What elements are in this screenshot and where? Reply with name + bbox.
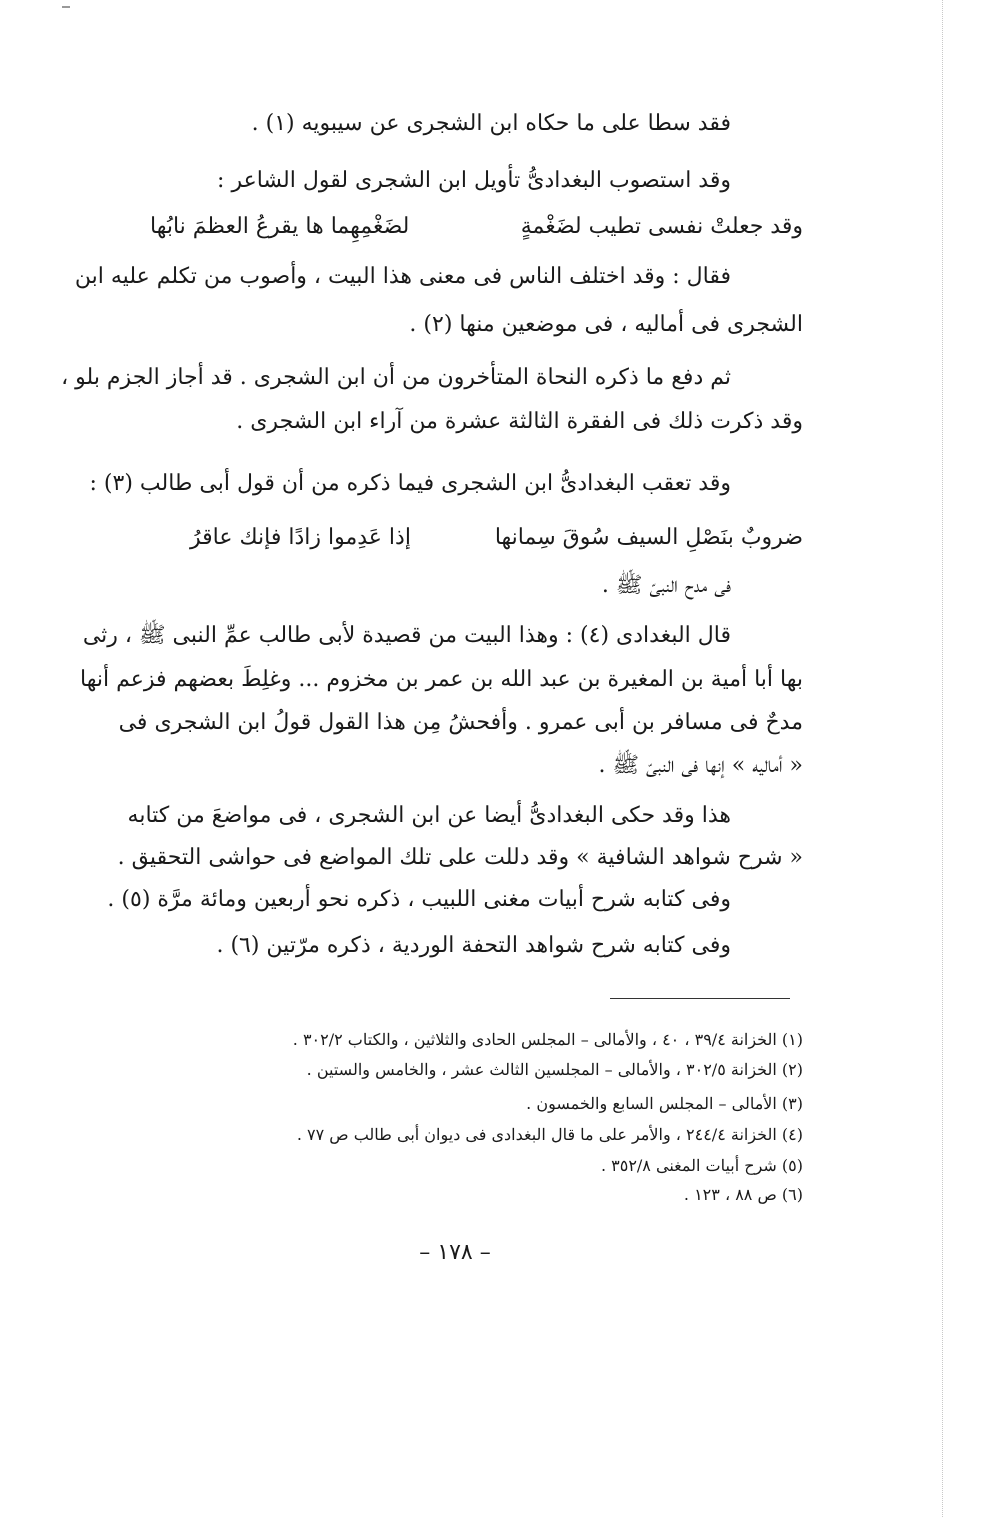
verse-hemistich-left: إذا عَدِموا زادًا فإنك عاقرُ <box>190 525 411 550</box>
text-line: وقد تعقب البغدادىُّ ابن الشجرى فيما ذكره من أن قول أبى طالب (٣) : <box>89 471 731 496</box>
text-line: وقد استصوب البغدادىُّ تأويل ابن الشجرى لقول الشاعر : <box>217 168 731 193</box>
footnote: (٦) ص ٨٨ ، ١٢٣ . <box>683 1185 803 1204</box>
page-number: – ١٧٨ – <box>419 1240 491 1265</box>
verse-hemistich-right: ضروبٌ بنَصْلِ السيف سُوقَ سِمانها <box>494 525 803 550</box>
text-line: وقد ذكرت ذلك فى الفقرة الثالثة عشرة من آراء ابن الشجرى . <box>236 409 803 434</box>
text-line: « أماليه » إنها فى النبىّ ﷺ . <box>598 753 803 778</box>
text-line: وفى كتابه شرح أبيات مغنى اللبيب ، ذكره نحو أربعين ومائة مرَّة (٥) . <box>107 887 731 912</box>
footnote-separator <box>610 998 790 999</box>
text-line: ثم دفع ما ذكره النحاة المتأخرون من أن ابن الشجرى . قد أجاز الجزم بلو ، <box>61 365 731 390</box>
scan-mark <box>62 6 70 8</box>
text-line: فقال : وقد اختلف الناس فى معنى هذا البيت ، وأصوب من تكلم عليه ابن <box>74 264 731 289</box>
footnote: (٣) الأمالى – المجلس السابع والخمسون . <box>526 1094 803 1113</box>
text-line: مدحٌ فى مسافر بن أبى عمرو . وأفحشُ مِن هذا القول قولُ ابن الشجرى فى <box>118 710 803 735</box>
footnote: (١) الخزانة ٣٩/٤ ، ٤٠ ، والأمالى – المجلس الحادى والثلاثين ، والكتاب ٣٠٢/٢ . <box>292 1030 803 1049</box>
text-line: وفى كتابه شرح شواهد التحفة الوردية ، ذكره مرّتين (٦) . <box>216 933 731 958</box>
text-line: فى مدح النبىّ ﷺ . <box>601 573 731 598</box>
text-line: قال البغدادى (٤) : وهذا البيت من قصيدة لأبى طالب عمِّ النبى ﷺ ، رثى <box>82 623 731 648</box>
verse-hemistich-right: وقد جعلتْ نفسى تطيب لضَغْمةٍ <box>520 214 803 239</box>
scan-edge <box>942 0 943 1517</box>
verse-hemistich-left: لضَغْمِهِما ها يقرعُ العظمَ نابُها <box>150 214 410 239</box>
text-line: فقد سطا على ما حكاه ابن الشجرى عن سيبويه (١) . <box>251 111 731 136</box>
text-line: بها أبا أمية بن المغيرة بن عبد الله بن عمر بن مخزوم ... وغلِطَ بعضهم فزعم أنها <box>80 667 803 692</box>
text-line: هذا وقد حكى البغدادىُّ أيضا عن ابن الشجرى ، فى مواضعَ من كتابه <box>127 803 731 828</box>
footnote: (٤) الخزانة ٢٤٤/٤ ، والأمر على ما قال البغدادى فى ديوان أبى طالب ص ٧٧ . <box>296 1125 803 1144</box>
footnote: (٥) شرح أبيات المغنى ٣٥٢/٨ . <box>600 1156 803 1175</box>
text-line: « شرح شواهد الشافية » وقد دللت على تلك المواضع فى حواشى التحقيق . <box>117 845 803 870</box>
footnote: (٢) الخزانة ٣٠٢/٥ ، والأمالى – المجلسين الثالث عشر ، والخامس والستين . <box>306 1060 803 1079</box>
text-line: الشجرى فى أماليه ، فى موضعين منها (٢) . <box>409 312 803 337</box>
